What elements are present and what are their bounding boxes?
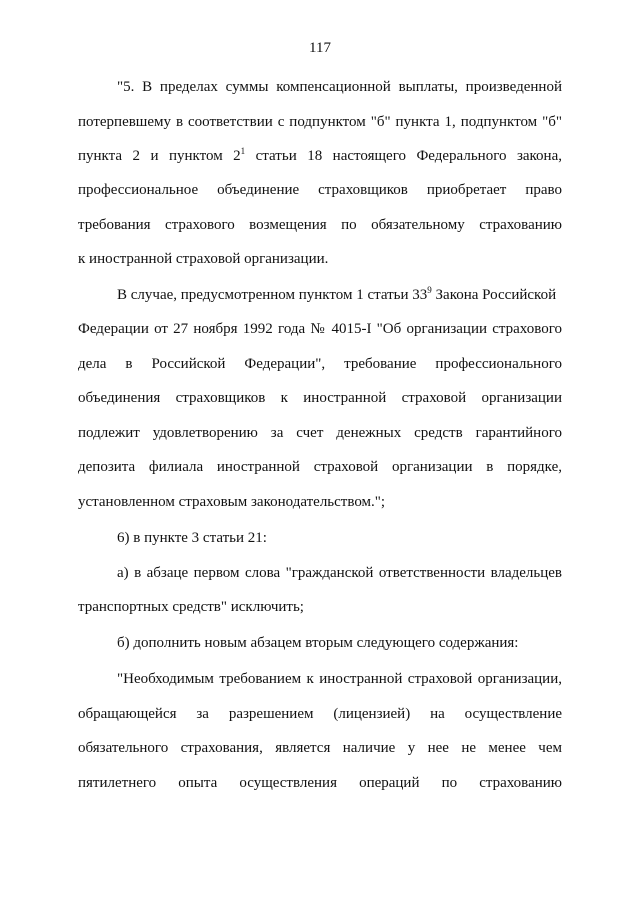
paragraph-2-line-1-text-b: Закона Российской — [431, 287, 557, 303]
paragraph-6-line-1: "Необходимым требованием к иностранной страховой организации, — [117, 671, 562, 687]
paragraph-1-line-1: "5. В пределах суммы компенсационной выплаты, произведенной — [117, 79, 562, 95]
paragraph-1-line-4: профессиональное объединение страховщиков приобретает право — [78, 182, 562, 198]
paragraph-6-line-4: пятилетнего опыта осуществления операций по страхованию — [78, 775, 562, 791]
paragraph-2-line-1-text-a: В случае, предусмотренном пунктом 1 статьи 33 — [117, 287, 428, 303]
paragraph-2-line-5: подлежит удовлетворению за счет денежных средств гарантийного — [78, 425, 562, 441]
paragraph-1-line-3-text-a: пункта 2 и пунктом 2 — [78, 148, 241, 164]
paragraph-2-line-6: депозита филиала иностранной страховой организации в порядке, — [78, 459, 562, 475]
page-number: 117 — [309, 40, 331, 56]
paragraph-6-line-2: обращающейся за разрешением (лицензией) на осуществление — [78, 706, 562, 722]
paragraph-1-line-3-text-b: статьи 18 настоящего Федерального закона, — [245, 148, 562, 164]
paragraph-4-line-2: транспортных средств" исключить; — [78, 599, 304, 615]
paragraph-5-line-1: б) дополнить новым абзацем вторым следующего содержания: — [117, 635, 519, 651]
paragraph-2-line-7: установленном страховым законодательством."; — [78, 494, 386, 510]
paragraph-2-line-3: дела в Российской Федерации", требование профессионального — [78, 356, 562, 372]
paragraph-2-line-4: объединения страховщиков к иностранной страховой организации — [78, 390, 562, 406]
paragraph-1-line-5: требования страхового возмещения по обязательному страхованию — [78, 217, 562, 233]
paragraph-6-line-3: обязательного страхования, является наличие у нее не менее чем — [78, 740, 562, 756]
paragraph-1-line-2: потерпевшему в соответствии с подпунктом "б" пункта 1, подпунктом "б" — [78, 114, 562, 130]
paragraph-3-line-1: 6) в пункте 3 статьи 21: — [117, 530, 267, 546]
paragraph-2-line-1 — [117, 286, 562, 304]
paragraph-1-line-6: к иностранной страховой организации. — [78, 251, 329, 267]
paragraph-2-line-2: Федерации от 27 ноября 1992 года № 4015-I "Об организации страхового — [78, 321, 562, 337]
superscript-9: 9 — [427, 285, 432, 295]
superscript-1: 1 — [240, 146, 246, 156]
paragraph-4-line-1: а) в абзаце первом слова "гражданской ответственности владельцев — [117, 565, 562, 581]
paragraph-1-line-3 — [78, 147, 562, 165]
